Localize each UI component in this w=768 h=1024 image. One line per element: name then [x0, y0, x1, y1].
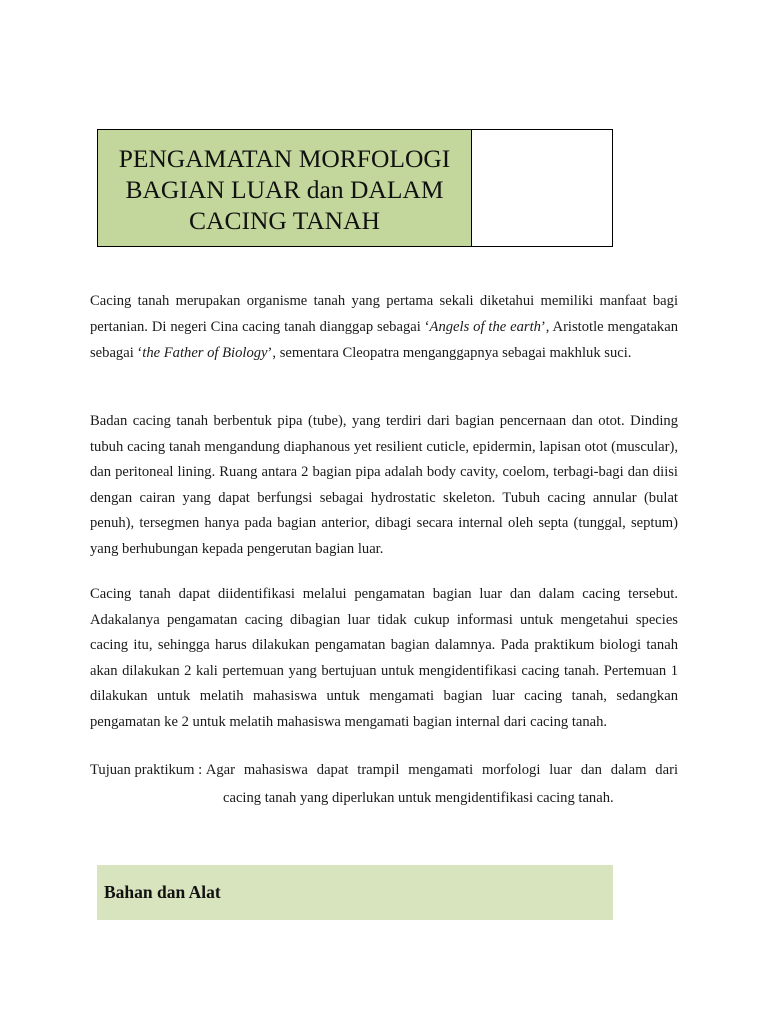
title-cell [98, 130, 472, 246]
intro-paragraph [90, 288, 678, 367]
title-line-2: BAGIAN LUAR dan DALAM [125, 174, 444, 204]
objective-label: Tujuan praktikum : [90, 762, 206, 778]
identification-paragraph: Cacing tanah dapat diidentifikasi melalui pengamatan bagian luar dan dalam cacing tersebut. Adakalanya pengamatan cacing dibagian luar tidak cukup informasi untuk mengetahui species cacing itu, sehingga harus dilakukan pengamatan bagian dalamnya. Pada praktikum biologi tanah akan dilakukan 2 kali pertemuan yang bertujuan untuk mengidentifikasi cacing tanah. Pertemuan 1 dilakukan untuk melatih mahasiswa untuk mengamati bagian luar cacing tanah, sedangkan pengamatan ke 2 untuk melatih mahasiswa mengamati bagian internal dari cacing tanah. [90, 586, 678, 730]
intro-italic-angels: Angels of the earth [429, 319, 541, 336]
objective-text-line-2: cacing tanah yang diperlukan untuk mengidentifikasi cacing tanah. [223, 790, 614, 806]
page-title [119, 143, 451, 236]
body-structure-paragraph: Badan cacing tanah berbentuk pipa (tube), yang terdiri dari bagian pencernaan dan otot. Dinding tubuh cacing tanah mengandung diaphanous yet resilient cuticle, epidermin, lapisan otot (muscular), dan peritoneal lining. Ruang antara 2 bagian pipa adalah body cavity, coelom, terbagi-bagi dan diisi dengan cairan yang dapat berfungsi sebagai hydrostatic skeleton. Tubuh cacing annular (bulat penuh), tersegmen hanya pada bagian anterior, dibagi secara internal oleh septa (tunggal, septum) yang berhubungan kepada pengerutan bagian luar. [90, 413, 678, 557]
intro-text-part-a: Cacing tanah merupakan organisme tanah yang pertama sekali diketahui memiliki manfaat bagi pertanian. Di negeri Cina cacing tanah dianggap sebagai ‘ [90, 293, 678, 336]
section-header-band [97, 865, 613, 920]
objective-first-line [90, 756, 678, 784]
title-line-1: PENGAMATAN MORFOLOGI [118, 143, 451, 173]
objective-block [90, 756, 678, 812]
intro-text-part-e: ’, sementara Cleopatra menganggapnya sebagai makhluk suci. [267, 345, 632, 362]
title-line-3: CACING TANAH [189, 205, 380, 235]
objective-text-line-1: Agar mahasiswa dapat trampil mengamati morfologi luar dan dalam dari [205, 762, 678, 778]
section-title: Bahan dan Alat [104, 882, 221, 902]
empty-title-cell [472, 130, 612, 246]
intro-italic-father: the Father of Biology [142, 345, 268, 362]
intro-text-part-c: ’, Aristotle mengatakan sebagai ‘ [90, 319, 679, 362]
title-table [97, 129, 613, 247]
